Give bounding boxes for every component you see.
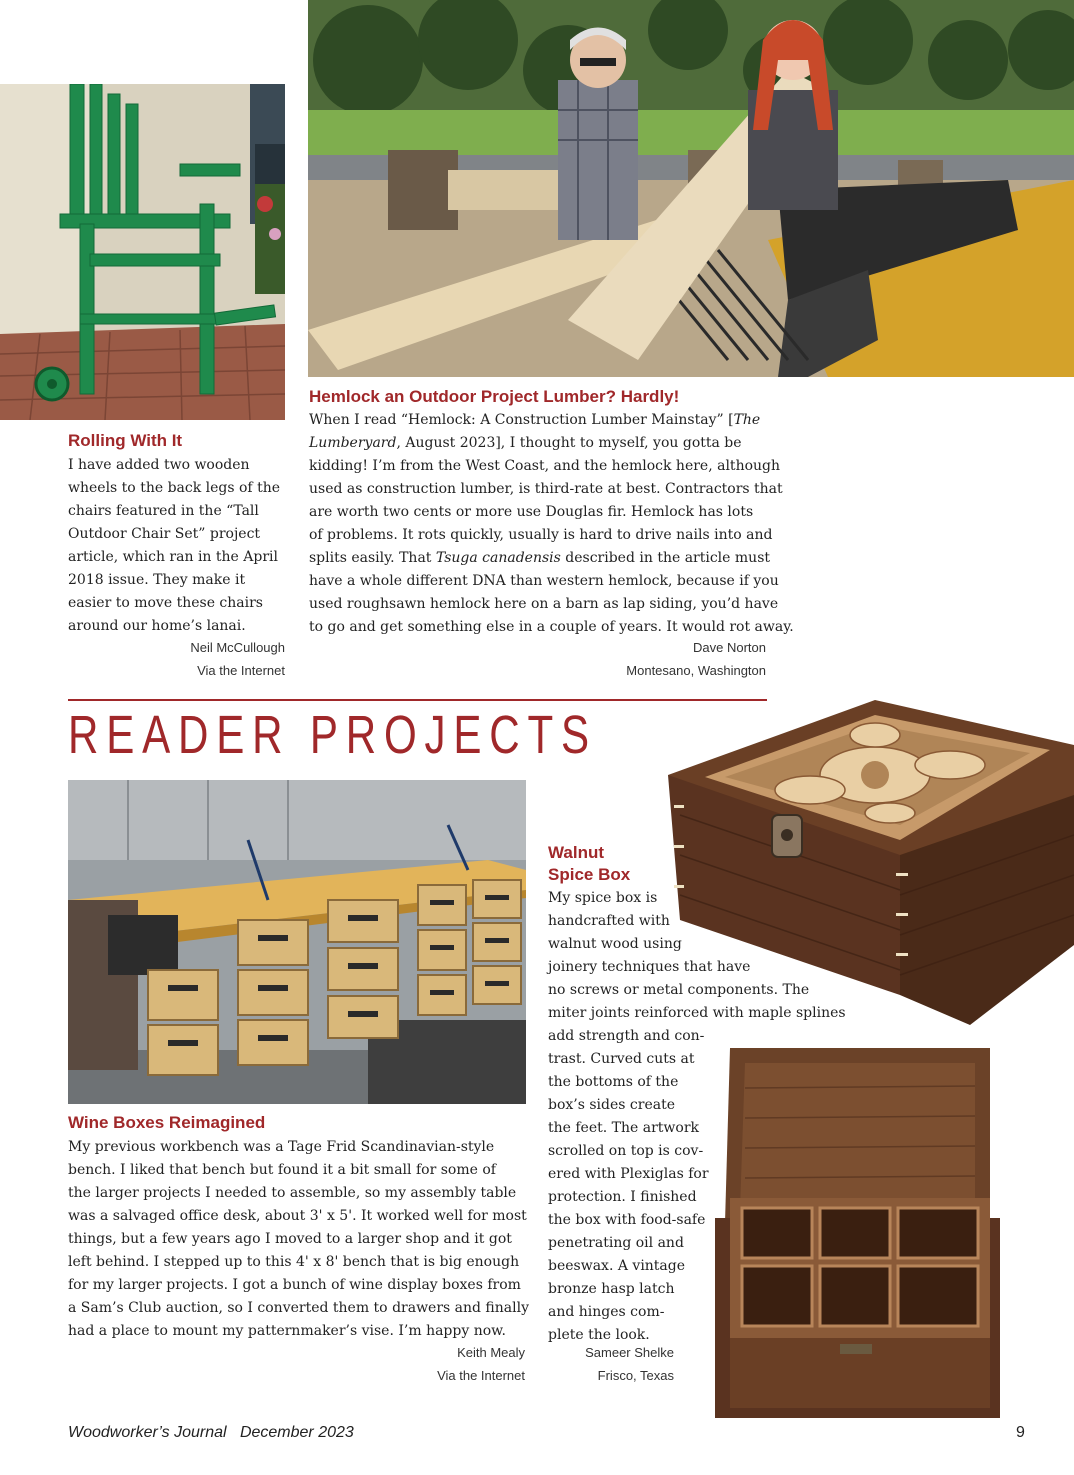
section-title: READER PROJECTS [68, 705, 597, 765]
page-number: 9 [1016, 1424, 1025, 1441]
spice-line: bronze hasp latch [548, 1281, 675, 1297]
spice-location: Frisco, Texas [597, 1368, 674, 1383]
wine-title: Wine Boxes Reimagined [68, 1113, 266, 1132]
hemlock-line: Lumberyard, August 2023], I thought to myself, you gotta be [309, 435, 742, 451]
wine-body [68, 1136, 538, 1343]
hemlock-line: splits easily. That Tsuga canadensis described in the article must [309, 550, 771, 566]
spice-line: plete the look. [548, 1327, 650, 1343]
wine-line: a Sam’s Club auction, so I converted them to drawers and finally [68, 1300, 530, 1316]
wine-line: left behind. I stepped up to this 4' x 8' bench that is big enough [68, 1254, 520, 1270]
rolling-line: article, which ran in the April [68, 549, 278, 565]
spice-line: box’s sides create [548, 1097, 675, 1113]
rolling-line: Outdoor Chair Set” project [68, 526, 261, 542]
rolling-title: Rolling With It [68, 431, 183, 450]
hemlock-signature [309, 636, 766, 682]
rolling-line: I have added two wooden [68, 457, 250, 473]
spice-line: and hinges com- [548, 1304, 665, 1320]
wine-location: Via the Internet [437, 1368, 525, 1383]
hemlock-line: are worth two cents or more use Douglas fir. Hemlock has lots [309, 504, 754, 520]
hemlock-author: Dave Norton [693, 640, 766, 655]
spice-line: miter joints reinforced with maple splines [548, 1005, 846, 1021]
wine-line: the larger projects I needed to assemble, so my assembly table [68, 1185, 517, 1201]
wine-author: Keith Mealy [457, 1345, 525, 1360]
spice-title-line: Walnut [548, 843, 605, 862]
hemlock-line: have a whole different DNA than western hemlock, because if you [309, 573, 779, 589]
workbench-photo [68, 780, 526, 1104]
spice-body [548, 887, 858, 1347]
rolling-line: 2018 issue. They make it [68, 572, 246, 588]
publication-name: Woodworker’s Journal [68, 1424, 227, 1441]
wine-line: was a salvaged office desk, about 3' x 5'. It worked well for most [68, 1208, 527, 1224]
rolling-line: around our home’s lanai. [68, 618, 246, 634]
spice-line: beeswax. A vintage [548, 1258, 686, 1274]
rolling-location: Via the Internet [197, 663, 285, 678]
spice-signature [548, 1341, 674, 1387]
hemlock-line: of problems. It rots quickly, usually is hard to drive nails into and [309, 527, 773, 543]
wine-line: My previous workbench was a Tage Frid Scandinavian-style [68, 1139, 495, 1155]
spice-line: walnut wood using [548, 936, 682, 952]
rolling-signature [68, 636, 285, 682]
spice-line: ered with Plexiglas for [548, 1166, 709, 1182]
hemlock-line: to go and get something else in a couple of years. It would rot away. [309, 619, 794, 635]
hemlock-line: kidding! I’m from the West Coast, and the hemlock here, although [309, 458, 781, 474]
spice-line: the box with food-safe [548, 1212, 706, 1228]
spice-author: Sameer Shelke [585, 1345, 674, 1360]
spice-line: penetrating oil and [548, 1235, 684, 1251]
spice-line: the bottoms of the [548, 1074, 679, 1090]
rolling-line: easier to move these chairs [68, 595, 263, 611]
spice-line: scrolled on top is cov- [548, 1143, 704, 1159]
rolling-body [68, 454, 288, 638]
spice-line: add strength and con- [548, 1028, 705, 1044]
spice-line: handcrafted with [548, 913, 670, 929]
hemlock-location: Montesano, Washington [626, 663, 766, 678]
spice-line: the feet. The artwork [548, 1120, 699, 1136]
hemlock-line: When I read “Hemlock: A Construction Lumber Mainstay” [The [309, 412, 761, 428]
wine-line: for my larger projects. I got a bunch of wine display boxes from [68, 1277, 521, 1293]
wine-line: had a place to mount my patternmaker’s vise. I’m happy now. [68, 1323, 506, 1339]
hemlock-line: used as construction lumber, is third-rate at best. Contractors that [309, 481, 783, 497]
spice-line: trast. Curved cuts at [548, 1051, 695, 1067]
rolling-author: Neil McCullough [190, 640, 285, 655]
spice-title-line: Spice Box [548, 865, 631, 884]
green-chair-photo [0, 84, 285, 420]
wine-line: bench. I liked that bench but found it a bit small for some of [68, 1162, 496, 1178]
hemlock-lumber-photo [308, 0, 1074, 377]
footer [68, 1424, 354, 1442]
spice-line: no screws or metal components. The [548, 982, 810, 998]
hemlock-line: used roughsawn hemlock here on a barn as lap siding, you’d have [309, 596, 779, 612]
spice-line: protection. I finished [548, 1189, 697, 1205]
rolling-line: chairs featured in the “Tall [68, 503, 259, 519]
spice-line: My spice box is [548, 890, 658, 906]
spice-line: joinery techniques that have [548, 959, 751, 975]
rolling-line: wheels to the back legs of the [68, 480, 280, 496]
wine-signature [68, 1341, 525, 1387]
wine-line: things, but a few years ago I moved to a larger shop and it got [68, 1231, 512, 1247]
spice-title [548, 842, 630, 886]
hemlock-title: Hemlock an Outdoor Project Lumber? Hardly! [309, 387, 680, 406]
issue-date: December 2023 [239, 1424, 354, 1441]
hemlock-body [309, 409, 794, 639]
